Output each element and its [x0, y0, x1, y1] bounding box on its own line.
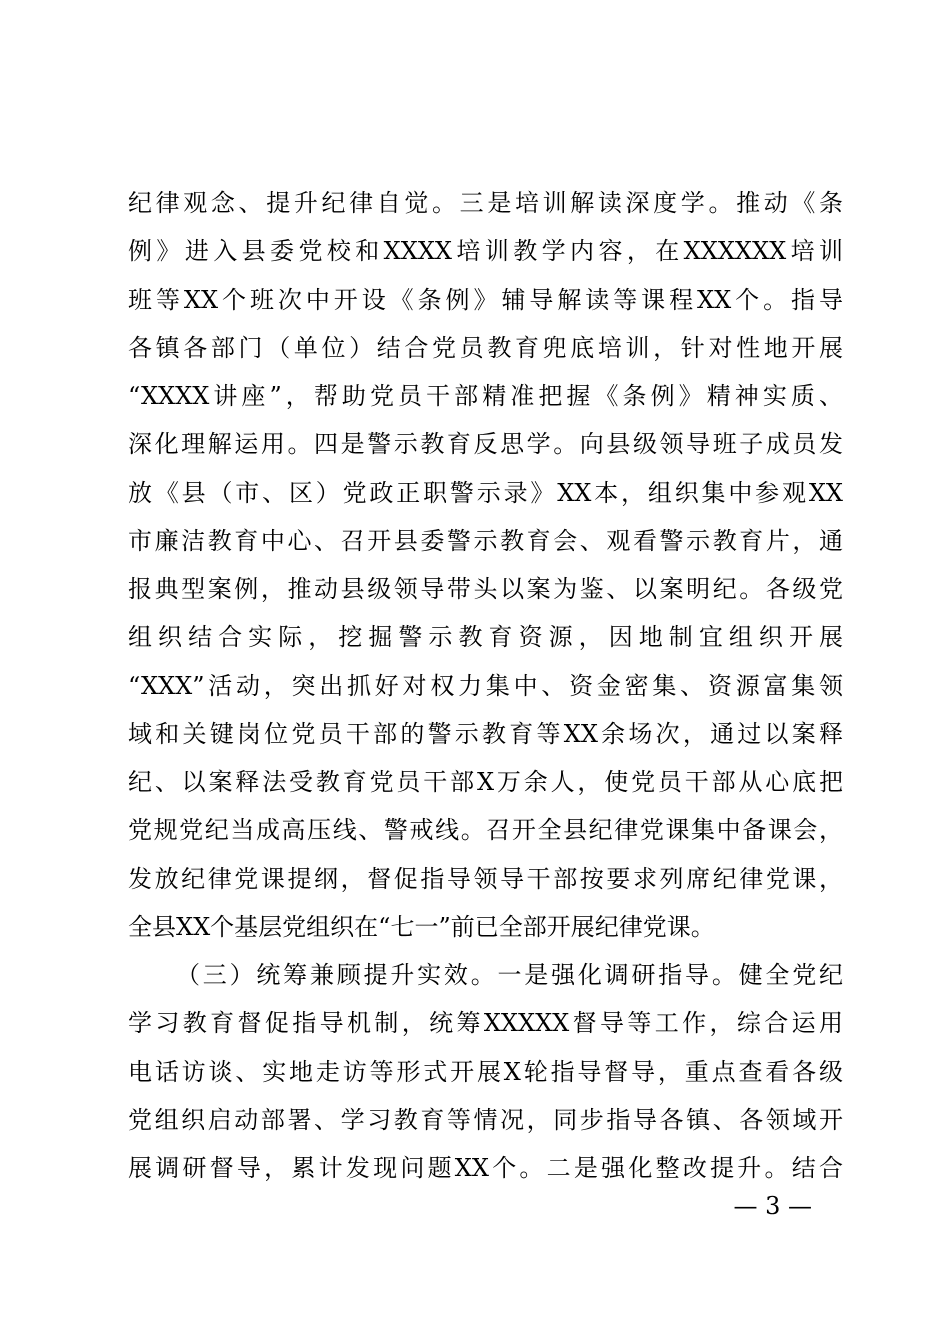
text-line-13: 纪、以案释法受教育党员干部X万余人，使党员干部从心底把 [128, 768, 843, 796]
text-line-20: 党组织启动部署、学习教育等情况，同步指导各镇、各领域开 [128, 1105, 843, 1134]
section-heading-line: （三）统筹兼顾提升实效。一是强化调研指导。健全党纪 [176, 961, 843, 989]
body-text [128, 179, 843, 1192]
text-line-15: 发放纪律党课提纲，督促指导领导干部按要求列席纪律党课， [128, 864, 843, 893]
text-line-1: 纪律观念、提升纪律自觉。三是培训解读深度学。推动《条 [128, 189, 843, 217]
text-line-16: 全县XX个基层党组织在“七一”前已全部开展纪律党课。 [128, 912, 715, 941]
text-line-6: 深化理解运用。四是警示教育反思学。向县级领导班子成员发 [128, 430, 843, 459]
text-line-7: 放《县（市、区）党政正职警示录》XX本，组织集中参观XX [128, 478, 843, 507]
text-line-8: 市廉洁教育中心、召开县委警示教育会、观看警示教育片，通 [128, 526, 843, 555]
text-line-18: 学习教育督促指导机制，统筹XXXXX督导等工作，综合运用 [128, 1009, 843, 1038]
text-line-5: “XXXX讲座”，帮助党员干部精准把握《条例》精神实质、 [128, 382, 843, 410]
text-line-2: 例》进入县委党校和XXXX培训教学内容，在XXXXXX培训 [128, 237, 843, 266]
text-line-11: “XXX”活动，突出抓好对权力集中、资金密集、资源富集领 [128, 671, 843, 700]
text-line-9: 报典型案例，推动县级领导带头以案为鉴、以案明纪。各级党 [128, 575, 843, 603]
page-number: — 3 — [733, 1192, 812, 1220]
text-line-3: 班等XX个班次中开设《条例》辅导解读等课程XX个。指导 [128, 285, 843, 314]
text-line-12: 域和关键岗位党员干部的警示教育等XX余场次，通过以案释 [128, 719, 843, 748]
text-line-21: 展调研督导，累计发现问题XX个。二是强化整改提升。结合 [128, 1154, 843, 1182]
text-line-4: 各镇各部门（单位）结合党员教育兜底培训，针对性地开展 [128, 333, 843, 362]
text-line-19: 电话访谈、实地走访等形式开展X轮指导督导，重点查看各级 [128, 1057, 843, 1086]
text-line-14: 党规党纪当成高压线、警戒线。召开全县纪律党课集中备课会， [128, 816, 843, 845]
text-line-10: 组织结合实际，挖掘警示教育资源，因地制宜组织开展 [128, 623, 843, 652]
